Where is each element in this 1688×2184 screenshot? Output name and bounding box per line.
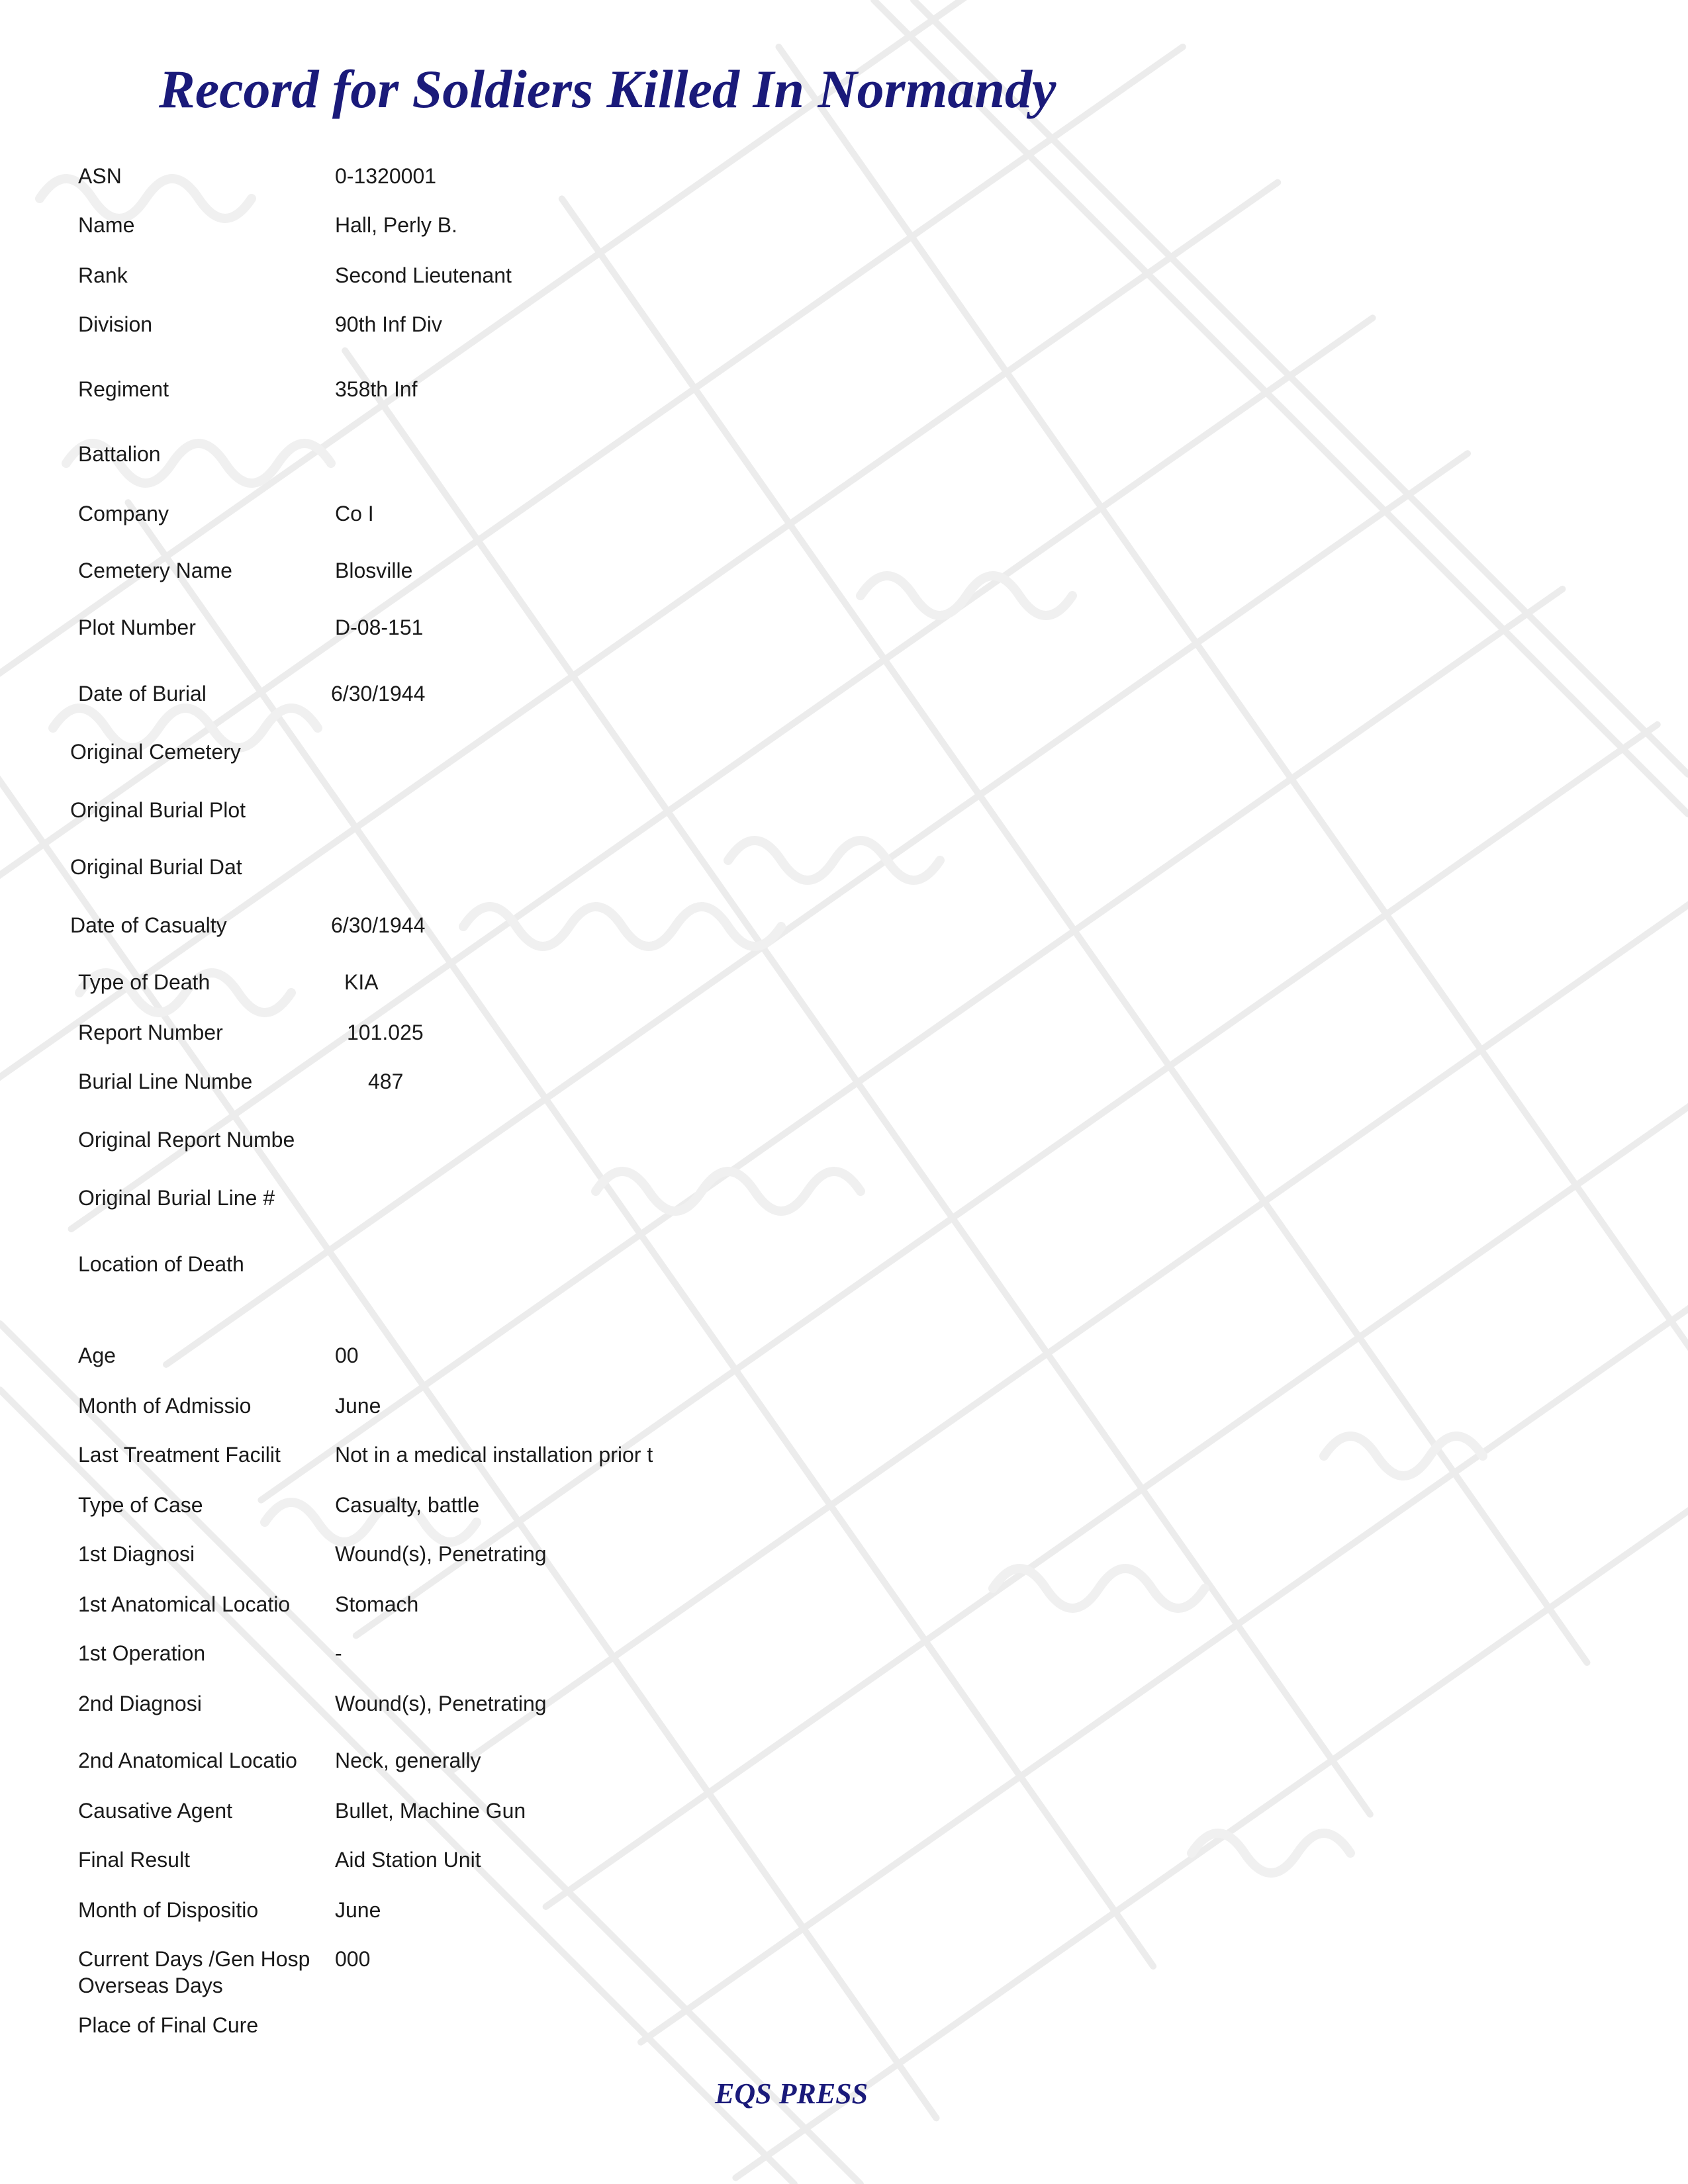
field-row — [0, 376, 993, 416]
field-row — [0, 262, 993, 302]
field-value: Wound(s), Penetrating — [335, 1692, 547, 1715]
field-row — [0, 1068, 993, 1108]
field-label: 1st Diagnosi — [78, 1542, 195, 1566]
field-value: 6/30/1944 — [331, 913, 426, 937]
field-value: 358th Inf — [335, 377, 418, 401]
field-value: Hall, Perly B. — [335, 213, 457, 237]
field-row — [0, 1342, 993, 1382]
field-row — [0, 1846, 993, 1886]
field-row — [0, 441, 993, 480]
field-value: Bullet, Machine Gun — [335, 1799, 526, 1823]
field-value: Aid Station Unit — [335, 1848, 481, 1872]
field-row — [0, 614, 993, 654]
field-row — [0, 1185, 993, 1224]
field-row — [0, 1640, 993, 1680]
field-value: Wound(s), Penetrating — [335, 1542, 547, 1566]
field-value: Not in a medical installation prior t — [335, 1443, 653, 1467]
field-row — [0, 212, 993, 251]
field-label: Current Days /Gen Hosp — [78, 1947, 310, 1971]
field-label: Original Cemetery — [70, 740, 241, 764]
field-row — [0, 1897, 993, 1936]
field-label: Rank — [78, 263, 128, 287]
field-row — [0, 912, 993, 952]
field-value: D-08-151 — [335, 615, 424, 639]
field-value: June — [335, 1898, 381, 1922]
field-value: 6/30/1944 — [331, 682, 426, 705]
field-row — [0, 1126, 993, 1166]
document-title: Record for Soldiers Killed In Normandy — [159, 59, 1056, 119]
field-label: Plot Number — [78, 615, 196, 639]
field-row — [0, 1972, 993, 2012]
field-label: Date of Casualty — [70, 913, 227, 937]
field-label: 2nd Anatomical Locatio — [78, 1749, 297, 1772]
field-value: 000 — [335, 1947, 371, 1971]
field-label: 1st Anatomical Locatio — [78, 1592, 291, 1616]
field-row — [0, 739, 993, 778]
field-label: Age — [78, 1343, 116, 1367]
field-label: Month of Admissio — [78, 1394, 252, 1418]
field-row — [0, 1441, 993, 1481]
field-label: Date of Burial — [78, 682, 207, 705]
field-value: Neck, generally — [335, 1749, 481, 1772]
field-label: Causative Agent — [78, 1799, 233, 1823]
field-label: Place of Final Cure — [78, 2013, 259, 2037]
field-label: Division — [78, 312, 153, 336]
field-row — [0, 1591, 993, 1631]
field-label: Report Number — [78, 1021, 223, 1044]
field-label: Original Report Numbe — [78, 1128, 295, 1152]
field-value: Second Lieutenant — [335, 263, 512, 287]
field-value: 101.025 — [347, 1021, 424, 1044]
field-value: Stomach — [335, 1592, 419, 1616]
field-row — [0, 1797, 993, 1837]
field-label: ASN — [78, 164, 122, 188]
field-value: Casualty, battle — [335, 1493, 480, 1517]
field-row — [0, 311, 993, 351]
field-label: Type of Case — [78, 1493, 203, 1517]
field-label: Cemetery Name — [78, 559, 232, 582]
field-label: 1st Operation — [78, 1641, 206, 1665]
field-label: Location of Death — [78, 1252, 244, 1276]
field-row — [0, 797, 993, 837]
field-value: June — [335, 1394, 381, 1418]
field-value: Co I — [335, 502, 374, 525]
field-row — [0, 163, 993, 203]
field-label: Company — [78, 502, 169, 525]
field-label: Battalion — [78, 442, 161, 466]
field-value: 90th Inf Div — [335, 312, 442, 336]
field-value: KIA — [344, 970, 379, 994]
footer-publisher: EQS PRESS — [715, 2077, 868, 2110]
field-label: Original Burial Plot — [70, 798, 246, 822]
field-value: Blosville — [335, 559, 413, 582]
field-row — [0, 1392, 993, 1432]
field-row — [0, 557, 993, 597]
field-row — [0, 1019, 993, 1059]
field-label: Burial Line Numbe — [78, 1069, 253, 1093]
field-label: Final Result — [78, 1848, 190, 1872]
field-label: Type of Death — [78, 970, 211, 994]
field-value: 0-1320001 — [335, 164, 437, 188]
field-row — [0, 2012, 993, 2052]
field-label: Regiment — [78, 377, 169, 401]
field-label: Overseas Days — [78, 1974, 223, 1997]
field-label: Last Treatment Facilit — [78, 1443, 281, 1467]
field-row — [0, 680, 993, 720]
field-label: Original Burial Dat — [70, 855, 242, 879]
field-label: Month of Dispositio — [78, 1898, 259, 1922]
field-value: - — [335, 1641, 342, 1665]
field-row — [0, 1541, 993, 1580]
field-label: Name — [78, 213, 135, 237]
field-row — [0, 500, 993, 540]
field-row — [0, 1492, 993, 1531]
field-value: 00 — [335, 1343, 359, 1367]
field-row — [0, 969, 993, 1009]
field-label: Original Burial Line # — [78, 1186, 275, 1210]
field-label: 2nd Diagnosi — [78, 1692, 202, 1715]
field-row — [0, 1690, 993, 1730]
field-row — [0, 854, 993, 893]
field-row — [0, 1251, 993, 1291]
field-row — [0, 1747, 993, 1787]
field-value: 487 — [368, 1069, 404, 1093]
